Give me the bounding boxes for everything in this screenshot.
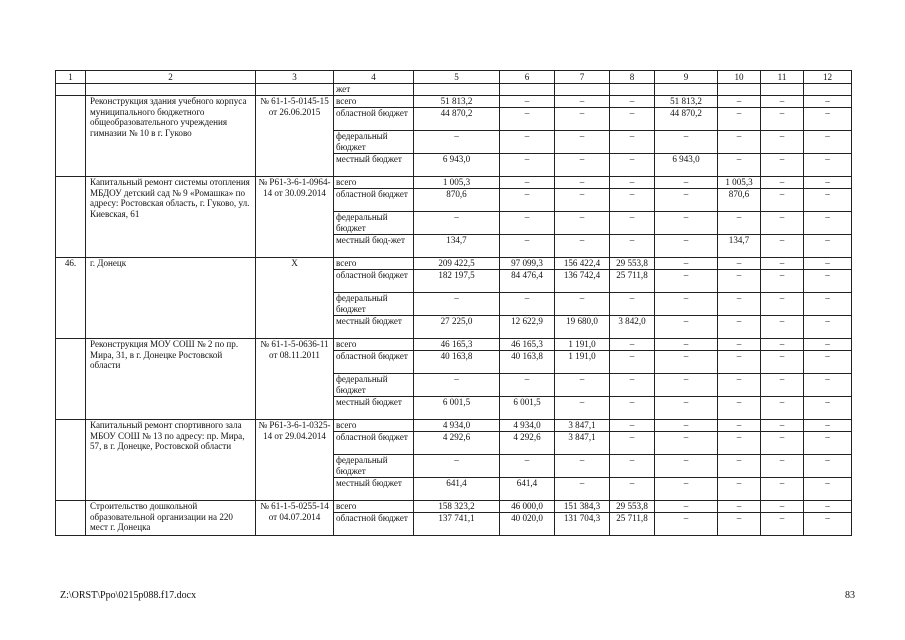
value-cell: –: [610, 108, 655, 131]
value-cell: –: [804, 374, 852, 397]
value-cell: –: [500, 177, 555, 189]
value-cell: –: [610, 420, 655, 432]
value-cell: 1 005,3: [718, 177, 761, 189]
value-cell: –: [655, 455, 718, 478]
value-cell: –: [718, 258, 761, 270]
value-cell: 870,6: [718, 189, 761, 212]
value-cell: 97 099,3: [500, 258, 555, 270]
value-cell: –: [655, 374, 718, 397]
value-cell: 1 191,0: [555, 339, 610, 351]
budget-type-cell: федеральный бюджет: [334, 455, 414, 478]
value-cell: –: [718, 108, 761, 131]
value-cell: –: [655, 235, 718, 258]
value-cell: –: [555, 131, 610, 154]
column-number-header: 9: [655, 71, 718, 84]
column-number-header: 5: [414, 71, 500, 84]
value-cell: 209 422,5: [414, 258, 500, 270]
value-cell: 19 680,0: [555, 316, 610, 339]
value-cell: 84 476,4: [500, 270, 555, 293]
column-number-header: 12: [804, 71, 852, 84]
value-cell: –: [804, 154, 852, 177]
value-cell: 1 005,3: [414, 177, 500, 189]
row-number-cell: [56, 96, 86, 177]
value-cell: –: [555, 455, 610, 478]
row-number-cell: [56, 420, 86, 501]
value-cell: –: [804, 108, 852, 131]
column-number-header: 1: [56, 71, 86, 84]
value-cell: –: [718, 96, 761, 108]
object-name-cell: Реконструкция МОУ СОШ № 2 по пр. Мира, 31, в г. Донецке Ростовской области: [86, 339, 256, 420]
document-number-cell: № 61-1-5-0145-15 от 26.06.2015: [256, 96, 334, 177]
row-number-cell: [56, 339, 86, 420]
value-cell: –: [804, 177, 852, 189]
value-cell: –: [761, 177, 804, 189]
value-cell: 3 847,1: [555, 420, 610, 432]
value-cell: –: [500, 374, 555, 397]
row-number-cell: [56, 177, 86, 258]
page-number: 83: [845, 590, 855, 601]
value-cell: –: [804, 455, 852, 478]
document-number-cell: № 61-1-5-0255-14 от 04.07.2014: [256, 501, 334, 536]
value-cell: –: [804, 270, 852, 293]
value-cell: 156 422,4: [555, 258, 610, 270]
value-cell: –: [655, 513, 718, 536]
value-cell: –: [610, 96, 655, 108]
budget-type-cell: областной бюджет: [334, 270, 414, 293]
column-number-header: 3: [256, 71, 334, 84]
value-cell: –: [610, 432, 655, 455]
value-cell: –: [610, 374, 655, 397]
value-cell: –: [718, 351, 761, 374]
value-cell: –: [718, 374, 761, 397]
value-cell: –: [761, 235, 804, 258]
value-cell: –: [655, 189, 718, 212]
value-cell: –: [655, 258, 718, 270]
column-number-header: 8: [610, 71, 655, 84]
value-cell: –: [804, 339, 852, 351]
value-cell: –: [718, 131, 761, 154]
value-cell: [610, 84, 655, 96]
value-cell: –: [804, 189, 852, 212]
value-cell: –: [761, 131, 804, 154]
value-cell: –: [610, 478, 655, 501]
value-cell: –: [610, 212, 655, 235]
value-cell: –: [555, 108, 610, 131]
header-row: [56, 71, 852, 84]
value-cell: –: [718, 270, 761, 293]
value-cell: –: [414, 455, 500, 478]
continuation-row: [56, 84, 852, 96]
value-cell: –: [718, 316, 761, 339]
value-cell: –: [761, 108, 804, 131]
value-cell: –: [804, 212, 852, 235]
column-number-header: 2: [86, 71, 256, 84]
value-cell: –: [718, 339, 761, 351]
value-cell: 4 934,0: [414, 420, 500, 432]
column-number-header: 4: [334, 71, 414, 84]
table-row: [56, 501, 852, 513]
value-cell: –: [761, 316, 804, 339]
value-cell: 151 384,3: [555, 501, 610, 513]
value-cell: 51 813,2: [414, 96, 500, 108]
value-cell: –: [610, 397, 655, 420]
value-cell: –: [761, 513, 804, 536]
value-cell: 134,7: [718, 235, 761, 258]
budget-type-cell: жет: [334, 84, 414, 96]
value-cell: –: [761, 478, 804, 501]
value-cell: –: [761, 374, 804, 397]
value-cell: 641,4: [414, 478, 500, 501]
value-cell: 4 292,6: [500, 432, 555, 455]
value-cell: –: [500, 108, 555, 131]
budget-type-cell: всего: [334, 339, 414, 351]
value-cell: 641,4: [500, 478, 555, 501]
value-cell: –: [610, 177, 655, 189]
object-name-cell: Реконструкция здания учебного корпуса муниципального бюджетного общеобразовательного учреждения гимназии № 10 в г. Гуково: [86, 96, 256, 177]
value-cell: [500, 84, 555, 96]
value-cell: –: [500, 154, 555, 177]
value-cell: 3 842,0: [610, 316, 655, 339]
value-cell: –: [761, 397, 804, 420]
budget-type-cell: областной бюджет: [334, 432, 414, 455]
value-cell: –: [500, 189, 555, 212]
value-cell: –: [500, 235, 555, 258]
budget-type-cell: местный бюджет: [334, 397, 414, 420]
budget-type-cell: областной бюджет: [334, 189, 414, 212]
doc-cell: [256, 84, 334, 96]
value-cell: –: [761, 351, 804, 374]
budget-type-cell: всего: [334, 258, 414, 270]
value-cell: 40 163,8: [414, 351, 500, 374]
value-cell: –: [718, 397, 761, 420]
value-cell: –: [761, 501, 804, 513]
value-cell: –: [761, 270, 804, 293]
value-cell: 137 741,1: [414, 513, 500, 536]
value-cell: –: [761, 154, 804, 177]
value-cell: –: [804, 397, 852, 420]
value-cell: –: [610, 455, 655, 478]
value-cell: –: [555, 96, 610, 108]
value-cell: 51 813,2: [655, 96, 718, 108]
document-number-cell: № Р61-3-6-1-0964-14 от 30.09.2014: [256, 177, 334, 258]
value-cell: –: [555, 397, 610, 420]
value-cell: 4 292,6: [414, 432, 500, 455]
value-cell: –: [610, 339, 655, 351]
value-cell: –: [804, 513, 852, 536]
value-cell: –: [761, 339, 804, 351]
value-cell: 182 197,5: [414, 270, 500, 293]
value-cell: –: [804, 478, 852, 501]
table-row: [56, 96, 852, 108]
value-cell: 25 711,8: [610, 270, 655, 293]
value-cell: –: [414, 374, 500, 397]
value-cell: –: [761, 432, 804, 455]
value-cell: –: [610, 235, 655, 258]
value-cell: –: [610, 293, 655, 316]
value-cell: –: [555, 177, 610, 189]
table-row: [56, 420, 852, 432]
value-cell: –: [655, 351, 718, 374]
value-cell: –: [655, 131, 718, 154]
budget-type-cell: федеральный бюджет: [334, 212, 414, 235]
value-cell: –: [804, 432, 852, 455]
value-cell: [718, 84, 761, 96]
budget-type-cell: областной бюджет: [334, 513, 414, 536]
value-cell: –: [804, 420, 852, 432]
value-cell: –: [414, 293, 500, 316]
value-cell: [655, 84, 718, 96]
value-cell: –: [804, 501, 852, 513]
value-cell: 870,6: [414, 189, 500, 212]
value-cell: 6 943,0: [655, 154, 718, 177]
value-cell: 134,7: [414, 235, 500, 258]
value-cell: –: [761, 293, 804, 316]
object-name-cell: г. Донецк: [86, 258, 256, 339]
value-cell: 4 934,0: [500, 420, 555, 432]
value-cell: 1 191,0: [555, 351, 610, 374]
value-cell: –: [555, 374, 610, 397]
value-cell: –: [555, 189, 610, 212]
value-cell: [804, 84, 852, 96]
value-cell: –: [500, 96, 555, 108]
budget-type-cell: федеральный бюджет: [334, 131, 414, 154]
value-cell: –: [718, 154, 761, 177]
value-cell: –: [655, 339, 718, 351]
value-cell: 46 165,3: [414, 339, 500, 351]
row-number-cell: [56, 501, 86, 536]
value-cell: –: [761, 96, 804, 108]
object-name-cell: Капитальный ремонт системы отопления МБДОУ детский сад № 9 «Ромашка» по адресу: Ростовская область, г. Гуково, ул. Киевская, 61: [86, 177, 256, 258]
value-cell: –: [655, 397, 718, 420]
footer-file-path: Z:\ORST\Ppo\0215p088.f17.docx: [60, 590, 197, 601]
row-number-cell: 46.: [56, 258, 86, 339]
document-number-cell: № 61-1-5-0636-11 от 08.11.2011: [256, 339, 334, 420]
value-cell: –: [718, 293, 761, 316]
budget-type-cell: всего: [334, 96, 414, 108]
value-cell: –: [761, 455, 804, 478]
value-cell: –: [414, 212, 500, 235]
table-row: [56, 177, 852, 189]
value-cell: –: [804, 96, 852, 108]
value-cell: 6 001,5: [500, 397, 555, 420]
value-cell: 29 553,8: [610, 258, 655, 270]
value-cell: –: [655, 212, 718, 235]
document-number-cell: Х: [256, 258, 334, 339]
value-cell: –: [555, 154, 610, 177]
budget-table: [55, 70, 852, 536]
budget-type-cell: федеральный бюджет: [334, 374, 414, 397]
value-cell: –: [761, 420, 804, 432]
value-cell: –: [718, 478, 761, 501]
value-cell: –: [804, 351, 852, 374]
value-cell: 40 020,0: [500, 513, 555, 536]
value-cell: –: [655, 177, 718, 189]
value-cell: –: [718, 432, 761, 455]
column-number-header: 6: [500, 71, 555, 84]
value-cell: –: [500, 131, 555, 154]
value-cell: –: [655, 293, 718, 316]
num-cell: [56, 84, 86, 96]
table-row: [56, 258, 852, 270]
value-cell: 6 001,5: [414, 397, 500, 420]
value-cell: 44 870,2: [414, 108, 500, 131]
value-cell: 6 943,0: [414, 154, 500, 177]
value-cell: –: [500, 293, 555, 316]
value-cell: –: [500, 455, 555, 478]
budget-type-cell: местный бюджет: [334, 154, 414, 177]
value-cell: –: [655, 432, 718, 455]
value-cell: 25 711,8: [610, 513, 655, 536]
value-cell: –: [761, 212, 804, 235]
value-cell: –: [761, 258, 804, 270]
value-cell: 136 742,4: [555, 270, 610, 293]
value-cell: –: [718, 455, 761, 478]
value-cell: –: [555, 235, 610, 258]
budget-type-cell: местный бюджет: [334, 316, 414, 339]
value-cell: –: [414, 131, 500, 154]
value-cell: [555, 84, 610, 96]
value-cell: 131 704,3: [555, 513, 610, 536]
value-cell: –: [610, 351, 655, 374]
budget-type-cell: федеральный бюджет: [334, 293, 414, 316]
value-cell: 40 163,8: [500, 351, 555, 374]
value-cell: –: [804, 235, 852, 258]
value-cell: –: [655, 420, 718, 432]
column-number-header: 10: [718, 71, 761, 84]
budget-type-cell: областной бюджет: [334, 108, 414, 131]
value-cell: 46 165,3: [500, 339, 555, 351]
budget-type-cell: всего: [334, 420, 414, 432]
value-cell: –: [718, 501, 761, 513]
value-cell: [761, 84, 804, 96]
value-cell: –: [655, 501, 718, 513]
value-cell: –: [718, 513, 761, 536]
value-cell: –: [655, 316, 718, 339]
value-cell: 46 000,0: [500, 501, 555, 513]
object-name-cell: Капитальный ремонт спортивного зала МБОУ СОШ № 13 по адресу: пр. Мира, 57, в г. Донецке, Ростовской области: [86, 420, 256, 501]
value-cell: –: [610, 131, 655, 154]
budget-type-cell: всего: [334, 177, 414, 189]
value-cell: –: [718, 420, 761, 432]
value-cell: 44 870,2: [655, 108, 718, 131]
value-cell: –: [655, 270, 718, 293]
column-number-header: 11: [761, 71, 804, 84]
value-cell: 12 622,9: [500, 316, 555, 339]
value-cell: –: [804, 293, 852, 316]
value-cell: [414, 84, 500, 96]
value-cell: –: [804, 131, 852, 154]
name-cell: [86, 84, 256, 96]
value-cell: –: [718, 212, 761, 235]
value-cell: –: [555, 293, 610, 316]
value-cell: –: [555, 212, 610, 235]
table-row: [56, 339, 852, 351]
budget-type-cell: местный бюд-жет: [334, 235, 414, 258]
budget-type-cell: местный бюджет: [334, 478, 414, 501]
value-cell: –: [655, 478, 718, 501]
value-cell: –: [804, 316, 852, 339]
value-cell: –: [555, 478, 610, 501]
column-number-header: 7: [555, 71, 610, 84]
value-cell: –: [761, 189, 804, 212]
object-name-cell: Строительство дошкольной образовательной организации на 220 мест г. Донецка: [86, 501, 256, 536]
value-cell: 158 323,2: [414, 501, 500, 513]
value-cell: –: [804, 258, 852, 270]
budget-type-cell: областной бюджет: [334, 351, 414, 374]
document-number-cell: № Р61-3-6-1-0325-14 от 29.04.2014: [256, 420, 334, 501]
value-cell: 27 225,0: [414, 316, 500, 339]
value-cell: 29 553,8: [610, 501, 655, 513]
budget-type-cell: всего: [334, 501, 414, 513]
value-cell: 3 847,1: [555, 432, 610, 455]
value-cell: –: [610, 154, 655, 177]
value-cell: –: [500, 212, 555, 235]
value-cell: –: [610, 189, 655, 212]
